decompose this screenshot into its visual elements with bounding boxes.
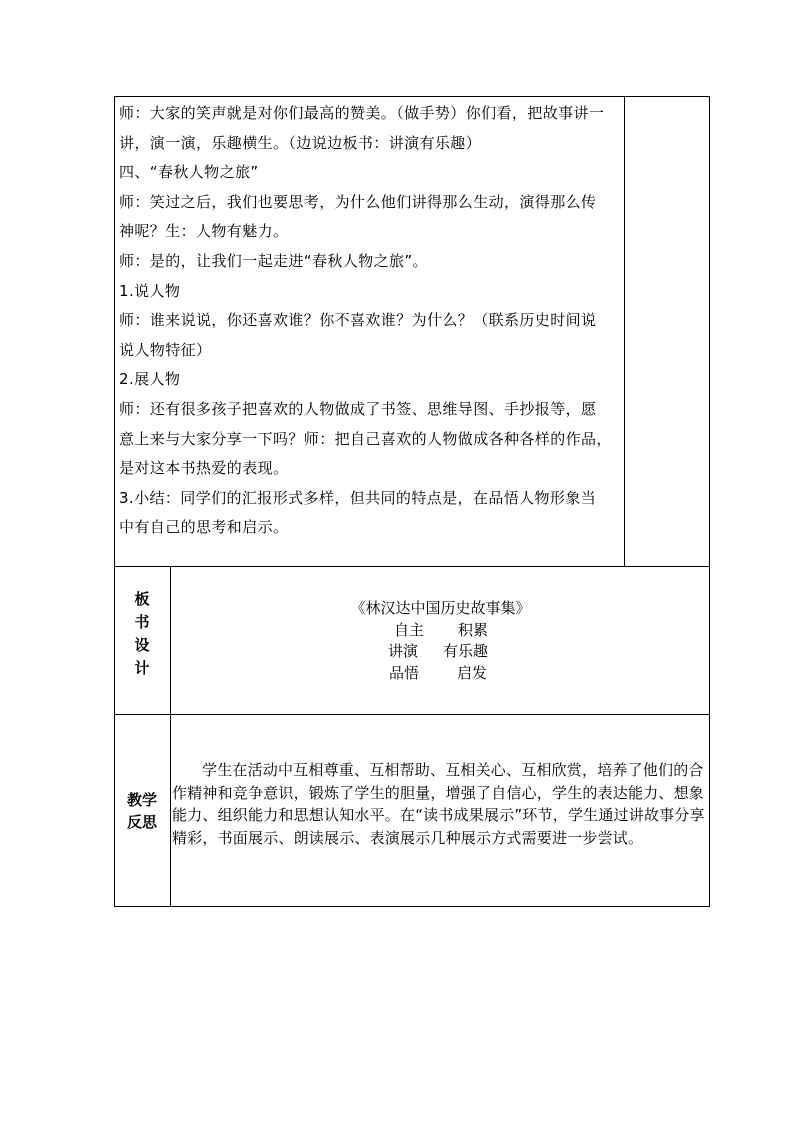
process-line: 师：还有很多孩子把喜欢的人物做成了书签、思维导图、手抄报等，愿 [119, 399, 597, 418]
table-border-left [114, 96, 115, 907]
table-border-right [709, 96, 710, 907]
board-row [172, 620, 709, 642]
label-char: 设 [134, 636, 150, 654]
label-column-divider [170, 566, 171, 907]
process-line: 说人物特征） [119, 340, 212, 359]
process-line: 师：是的，让我们一起走进“春秋人物之旅”。 [119, 251, 428, 270]
board-row-right: 积累 [458, 620, 489, 639]
board-row-left: 讲演 [388, 642, 419, 660]
board-row [172, 641, 709, 663]
label-line: 教学 [126, 791, 157, 809]
board-row [172, 663, 709, 685]
label-char: 板 [134, 590, 150, 608]
table-border-bottom [114, 906, 710, 907]
board-row-right: 有乐趣 [443, 642, 489, 660]
label-char: 计 [134, 659, 150, 677]
row-divider-reflection [114, 714, 710, 715]
board-row-left: 品悟 [389, 663, 420, 682]
process-line: 是对这本书热爱的表现。 [119, 459, 289, 478]
process-line: 四、“春秋人物之旅” [119, 163, 259, 182]
board-title: 《林汉达中国历史故事集》 [350, 599, 531, 617]
label-char: 书 [134, 613, 150, 631]
reflection-label [118, 789, 166, 833]
process-line: 师：谁来说说，你还喜欢谁？你不喜欢谁？为什么？（联系历史时间说 [119, 311, 597, 330]
reflection-text: 学生在活动中互相尊重、互相帮助、互相关心、互相欣赏，培养了他们的合作精神和竞争意识，锻炼了学生的胆量，增强了自信心，学生的表达能力、想象能力、组织能力和思想认知水平。在“读书成果展示”环节，学生通过讲故事分享精彩，书面展示、朗读展示、表演展示几种展示方式需要进一步尝试。 [172, 761, 705, 847]
board-design-content [172, 598, 709, 684]
process-line: 意上来与大家分享一下吗？师：把自己喜欢的人物做成各种各样的作品， [119, 429, 612, 448]
row-divider-board [114, 566, 710, 567]
process-line: 讲，演一演，乐趣横生。（边说边板书：讲演有乐趣） [119, 133, 482, 152]
process-line: 1.说人物 [119, 281, 181, 300]
board-design-label [122, 588, 162, 680]
teaching-process-text [119, 99, 622, 543]
process-line: 师：笑过之后，我们也要思考，为什么他们讲得那么生动，演得那么传 [119, 192, 597, 211]
board-row-left: 自主 [394, 620, 425, 639]
label-line: 反思 [126, 813, 157, 831]
process-line: 师：大家的笑声就是对你们最高的赞美。（做手势）你们看，把故事讲一 [119, 104, 605, 122]
notes-column-divider [624, 96, 625, 566]
process-line: 2.展人物 [119, 370, 181, 389]
process-line: 中有自己的思考和启示。 [119, 518, 289, 537]
board-row-right: 启发 [457, 663, 488, 682]
table-border-top [114, 96, 710, 97]
process-line: 3.小结：同学们的汇报形式多样，但共同的特点是，在品悟人物形象当 [119, 488, 597, 507]
process-line: 神呢？生：人物有魅力。 [119, 222, 289, 241]
